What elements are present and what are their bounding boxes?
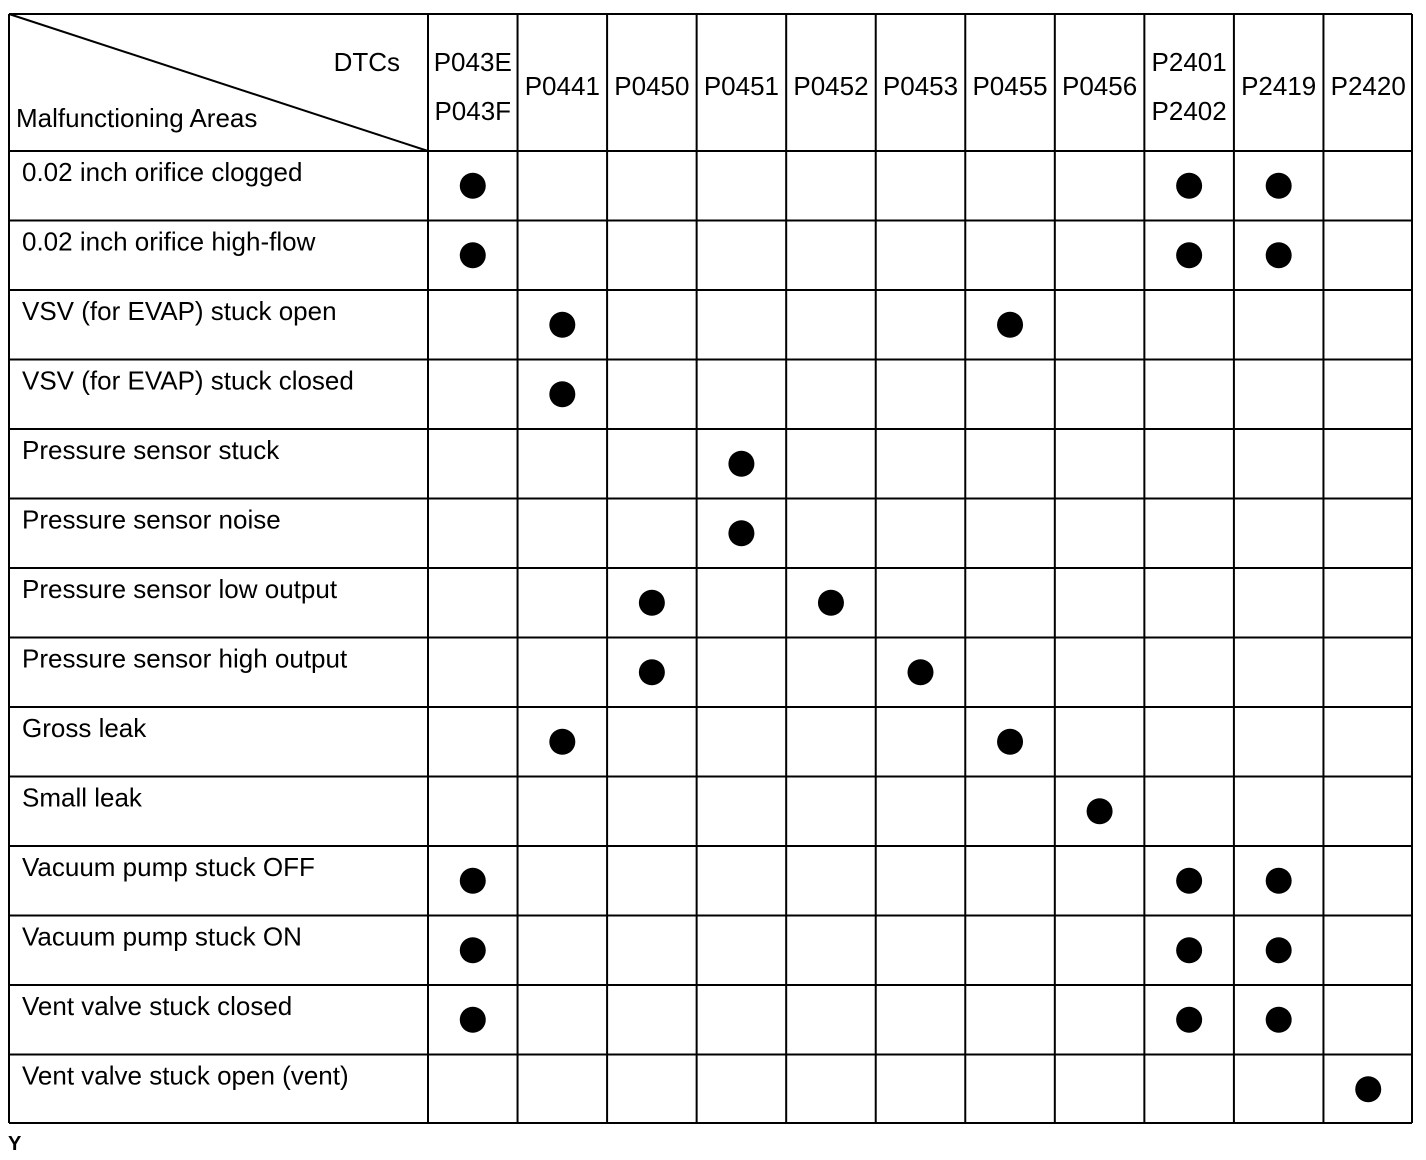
malfunction-area-label: 0.02 inch orifice clogged — [22, 157, 303, 187]
dtc-column-header: P0451 — [703, 71, 780, 101]
applicable-mark — [460, 1007, 486, 1033]
dtc-column-header: P2419 — [1241, 71, 1317, 101]
dtc-column-header: P2401 — [1151, 47, 1227, 77]
applicable-mark — [1176, 242, 1202, 268]
malfunction-area-label: Vent valve stuck closed — [22, 991, 293, 1021]
applicable-mark — [1176, 937, 1202, 963]
applicable-mark — [1176, 1007, 1202, 1033]
applicable-mark — [1355, 1076, 1381, 1102]
dtc-column-header: P0453 — [882, 71, 959, 101]
malfunction-area-label: VSV (for EVAP) stuck open — [22, 296, 337, 326]
corner-label-malfunctioning-areas: Malfunctioning Areas — [16, 103, 258, 133]
dtc-column-header: P0441 — [524, 71, 600, 101]
applicable-mark — [549, 312, 575, 338]
applicable-mark — [908, 659, 934, 685]
applicable-mark — [1266, 868, 1292, 894]
applicable-mark — [460, 937, 486, 963]
dtc-matrix-table — [8, 13, 1413, 1124]
applicable-mark — [1176, 868, 1202, 894]
malfunction-area-label: Vacuum pump stuck OFF — [22, 852, 315, 882]
malfunction-area-label: Pressure sensor low output — [22, 574, 338, 604]
applicable-mark — [460, 868, 486, 894]
malfunction-area-label: Small leak — [22, 782, 142, 813]
applicable-mark — [1087, 798, 1113, 824]
applicable-mark — [1266, 173, 1292, 199]
applicable-mark — [818, 590, 844, 616]
dtc-column-header: P043F — [434, 96, 512, 126]
dtc-column-header: P0456 — [1061, 71, 1138, 101]
applicable-mark — [728, 451, 754, 477]
figure-code: Y — [8, 1133, 22, 1155]
malfunction-area-label: Pressure sensor stuck — [22, 435, 280, 465]
malfunction-area-label: Vent valve stuck open (vent) — [22, 1060, 349, 1091]
malfunction-area-label: Vacuum pump stuck ON — [22, 921, 302, 952]
applicable-mark — [1266, 242, 1292, 268]
malfunction-area-label: Pressure sensor high output — [22, 643, 348, 674]
malfunction-area-label: Pressure sensor noise — [22, 504, 281, 535]
applicable-mark — [1266, 937, 1292, 963]
applicable-mark — [460, 173, 486, 199]
applicable-mark — [1176, 173, 1202, 199]
dtc-column-header: P2402 — [1151, 96, 1227, 126]
dtc-column-header: P0450 — [614, 71, 690, 101]
applicable-mark — [549, 729, 575, 755]
applicable-mark — [639, 590, 665, 616]
applicable-mark — [549, 381, 575, 407]
applicable-mark — [1266, 1007, 1292, 1033]
corner-label-dtcs: DTCs — [333, 47, 400, 77]
applicable-mark — [728, 520, 754, 546]
applicable-mark — [460, 242, 486, 268]
dtc-column-header: P0452 — [793, 71, 869, 101]
malfunction-area-label: 0.02 inch orifice high-flow — [22, 226, 316, 257]
dtc-column-header: P043E — [433, 47, 512, 77]
applicable-mark — [997, 312, 1023, 338]
dtc-column-header: P0455 — [972, 71, 1048, 101]
applicable-mark — [639, 659, 665, 685]
applicable-mark — [997, 729, 1023, 755]
malfunction-area-label: Gross leak — [22, 713, 147, 743]
dtc-column-header: P2420 — [1330, 71, 1406, 101]
malfunction-area-label: VSV (for EVAP) stuck closed — [22, 365, 354, 396]
